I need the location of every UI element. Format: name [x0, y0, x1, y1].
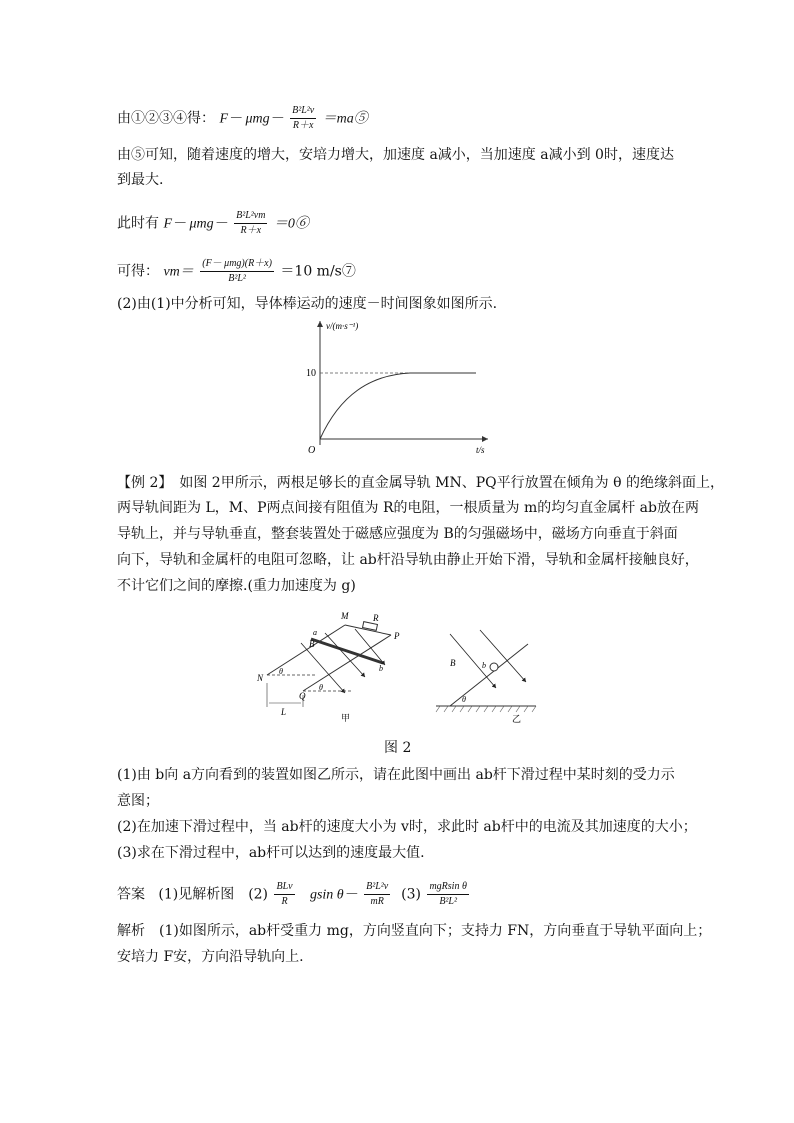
svg-text:θ: θ	[279, 667, 283, 676]
equation-7	[117, 257, 356, 286]
example-line: 不计它们之间的摩擦.(重力加速度为 g)	[117, 578, 356, 594]
svg-text:θ: θ	[462, 695, 466, 704]
question-line: (2)在加速下滑过程中，当 ab杆的速度大小为 v时，求此时 ab杆中的电流及其加速度的大小；	[117, 819, 697, 835]
svg-text:N: N	[257, 673, 264, 683]
equation-prefix: 由①②③④得：	[117, 110, 215, 127]
part2-intro: (2)由(1)中分析可知，导体棒运动的速度－时间图象如图所示.	[117, 296, 498, 312]
fraction	[234, 209, 267, 238]
example-line: 向下，导轨和金属杆的电阻可忽略，让 ab杆沿导轨由静止开始下滑，导轨和金属杆接触良好，	[117, 552, 699, 568]
y-tick-label: 10	[306, 368, 316, 379]
analysis-line: 解析 (1)如图所示，ab杆受重力 mg，方向竖直向下；支持力 FN，方向垂直于导轨平面向上；	[117, 923, 712, 939]
fraction-numerator: B²L²vm	[236, 210, 266, 221]
answer-line	[117, 880, 471, 909]
fraction-numerator: (F－ μmg)(R＋x)	[202, 258, 272, 269]
fraction-numerator: mgRsin θ	[429, 881, 467, 892]
x-axis-label: t/s	[476, 445, 485, 455]
equation-right: ＝ma⑤	[322, 111, 368, 127]
svg-text:R: R	[373, 613, 379, 623]
fraction	[364, 880, 390, 909]
fraction-numerator: BLv	[276, 881, 293, 892]
svg-text:θ: θ	[319, 683, 323, 692]
figure-caption: 图 2	[384, 740, 412, 756]
svg-text:M: M	[341, 611, 349, 621]
paragraph-line: 到最大.	[117, 172, 164, 188]
svg-text:甲: 甲	[341, 714, 351, 723]
question-line: 意图；	[117, 793, 159, 809]
example-line: 两导轨间距为 L，M、P两点间接有阻值为 R的电阻，一根质量为 m的均匀直金属杆 ab放在两	[117, 500, 699, 516]
fraction-denominator: B²L²	[200, 271, 274, 286]
equation-right: ＝10 m/s⑦	[280, 263, 356, 280]
y-axis-label: v/(m·s⁻¹)	[326, 321, 359, 331]
question-line: (1)由 b向 a方向看到的装置如图乙所示，请在此图中画出 ab杆下滑过程中某时刻的受力示	[117, 767, 675, 783]
analysis-line: 安培力 F安，方向沿导轨向上.	[117, 949, 304, 965]
svg-text:B: B	[450, 658, 456, 668]
fraction-numerator: B²L²v	[292, 105, 315, 116]
paragraph-line: 由⑤可知，随着速度的增大，安培力增大，加速度 a减小，当加速度 a减小到 0时，速度达	[117, 147, 674, 163]
fraction-denominator: R	[274, 894, 294, 909]
fraction-denominator: mR	[364, 894, 390, 909]
fraction-numerator: B²L²v	[366, 881, 389, 892]
svg-text:b: b	[379, 664, 383, 673]
svg-text:Q: Q	[299, 691, 306, 701]
equation-left: F－ μmg－	[163, 216, 228, 232]
svg-text:P: P	[394, 631, 400, 641]
equation-variable: vm＝	[163, 264, 194, 280]
velocity-time-graph	[300, 315, 500, 463]
fraction	[290, 104, 316, 133]
figure-2-yi	[432, 626, 552, 726]
fraction-denominator: R＋x	[234, 223, 267, 238]
equation-right: ＝0⑥	[273, 216, 309, 232]
svg-text:乙: 乙	[512, 715, 522, 725]
question-line: (3)求在下滑过程中，ab杆可以达到的速度最大值.	[117, 845, 425, 861]
velocity-curve	[320, 373, 476, 439]
equation-prefix: 可得：	[117, 263, 159, 280]
example-line: 【例 2】 如图 2甲所示，两根足够长的直金属导轨 MN、PQ平行放置在倾角为 θ 的绝缘斜面上，	[117, 475, 724, 491]
answer-part: gsin θ－	[309, 887, 358, 903]
svg-text:b: b	[482, 661, 486, 670]
equation-left: F－ μmg－	[219, 111, 284, 127]
svg-text:B: B	[309, 639, 315, 649]
figure-2-jia	[255, 603, 415, 723]
fraction	[274, 880, 294, 909]
equation-prefix: 此时有	[117, 215, 164, 232]
fraction-denominator: R＋x	[290, 118, 316, 133]
example-line: 导轨上，并与导轨垂直，整套装置处于磁感应强度为 B的匀强磁场中，磁场方向垂直于斜面	[117, 526, 678, 542]
equation-5	[117, 104, 368, 133]
answer-part: (1)见解析图 (2)	[158, 886, 269, 903]
origin-label: O	[308, 445, 316, 456]
answer-label: 答案	[117, 886, 145, 903]
equation-6	[117, 209, 309, 238]
fraction-denominator: B²L²	[427, 894, 468, 909]
fraction	[427, 880, 468, 909]
answer-part: (3)	[401, 886, 421, 903]
svg-text:a: a	[313, 628, 317, 637]
fraction	[200, 257, 274, 286]
svg-text:L: L	[281, 707, 287, 717]
